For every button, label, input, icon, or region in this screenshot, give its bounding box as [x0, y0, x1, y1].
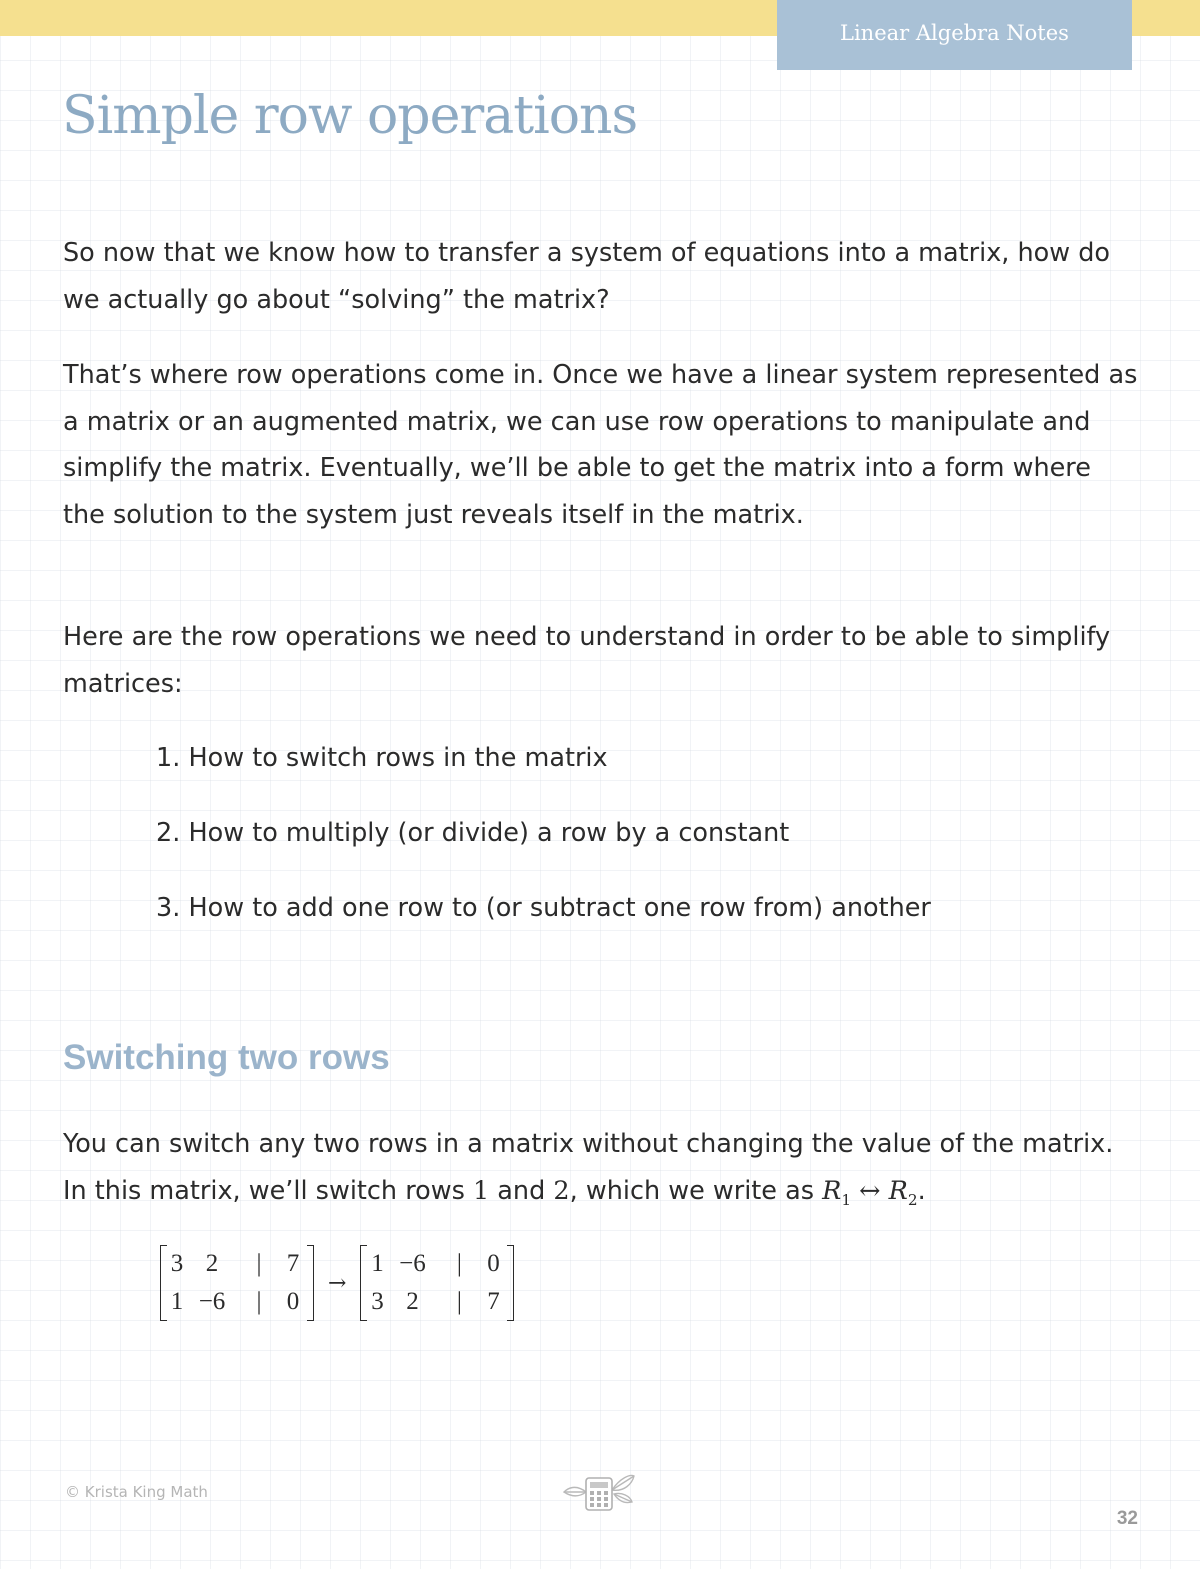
switch-rows-paragraph: You can switch any two rows in a matrix without changing the value of the matrix. In this matrix, we’ll switch rows 1 and 2, which we write as $R_1$ ↔ $R_2$. [63, 1129, 1114, 1209]
list-intro-paragraph: Here are the row operations we need to understand in order to be able to simplify matrices: [63, 622, 1111, 699]
list-item [156, 891, 1136, 925]
list-item-text: How to add one row to (or subtract one row from) another [188, 893, 931, 923]
matrix-cell: 3 [170, 1250, 184, 1277]
row-operations-paragraph: That’s where row operations come in. Once we have a linear system represented as a matrix or an augmented matrix, we can use row operations to manipulate and simplify the matrix. Eventually, we’ll be able to get the matrix into a form where the solution to the system just reveals itself in the matrix. [63, 360, 1138, 530]
matrix-cell: −6 [198, 1288, 226, 1315]
matrix-cell: −6 [399, 1250, 426, 1277]
left-bracket [160, 1245, 167, 1321]
swap-symbol: ↔ [859, 1175, 881, 1206]
row-1-symbol: $R_1$ [822, 1175, 852, 1209]
right-bracket [307, 1245, 314, 1321]
left-bracket [360, 1245, 367, 1321]
matrix-cell: 0 [286, 1288, 300, 1315]
list-item [156, 816, 1136, 850]
matrix-after [360, 1245, 514, 1321]
list-item-text: How to switch rows in the matrix [188, 743, 608, 773]
header-tab-label: Linear Algebra Notes [840, 21, 1069, 45]
matrix-cell: 1 [170, 1288, 184, 1315]
matrix-divider: | [456, 1250, 462, 1277]
page-title: Simple row operations [62, 86, 638, 146]
matrix-cell: 7 [286, 1250, 300, 1277]
list-item [156, 741, 1136, 775]
header-tab [777, 0, 1132, 70]
matrix-cell: 2 [406, 1288, 419, 1315]
list-item-number: 3. [156, 893, 181, 923]
matrix-cell: 1 [371, 1250, 384, 1277]
right-arrow-icon: → [328, 1270, 347, 1296]
row-2-symbol: $R_2$ [888, 1175, 918, 1209]
list-item-number: 1. [156, 743, 181, 773]
list-item-number: 2. [156, 818, 181, 848]
page-number: 32 [1116, 1508, 1138, 1529]
right-bracket [507, 1245, 514, 1321]
matrix-divider: | [256, 1250, 262, 1277]
list-item-text: How to multiply (or divide) a row by a constant [188, 818, 790, 848]
matrix-swap-example [160, 1244, 514, 1322]
matrix-before [160, 1245, 314, 1321]
matrix-cell: 0 [487, 1250, 500, 1277]
matrix-divider: | [456, 1288, 462, 1315]
section-heading: Switching two rows [63, 1038, 390, 1077]
matrix-divider: | [256, 1288, 262, 1315]
copyright-text: © Krista King Math [65, 1483, 208, 1501]
intro-paragraph: So now that we know how to transfer a system of equations into a matrix, how do we actually go about “solving” the matrix? [63, 238, 1111, 315]
calculator-leaves-icon [562, 1470, 636, 1512]
matrix-cell: 3 [371, 1288, 384, 1315]
matrix-cell: 7 [487, 1288, 500, 1315]
matrix-cell: 2 [205, 1250, 219, 1277]
